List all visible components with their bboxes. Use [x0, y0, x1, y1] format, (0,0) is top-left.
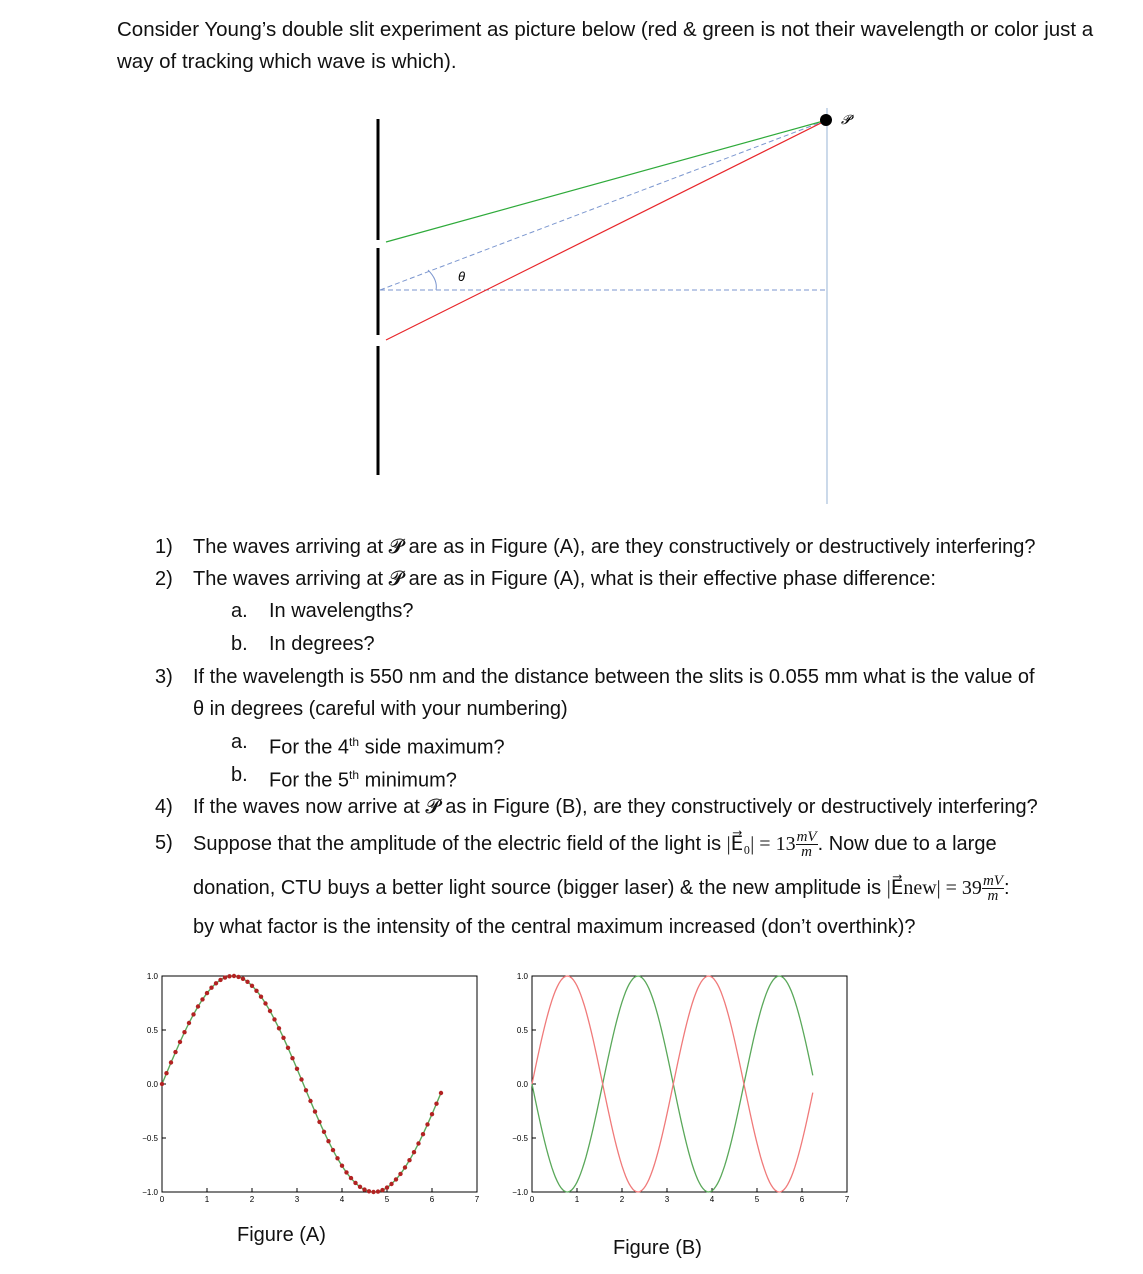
x-tick-label: 4 [709, 1195, 715, 1204]
series-red-dot [160, 1082, 164, 1086]
x-tick-label: 4 [339, 1195, 345, 1204]
series-red-dot [407, 1158, 411, 1162]
x-tick-label: 1 [204, 1195, 210, 1204]
x-tick-label: 7 [844, 1195, 850, 1204]
series-red-dot [376, 1189, 380, 1193]
red-ray [386, 120, 827, 340]
series-red-dot [295, 1067, 299, 1071]
plot-frame [532, 976, 847, 1192]
y-tick-label: −0.5 [512, 1134, 528, 1143]
series-red-dot [416, 1141, 420, 1145]
center-ray [380, 120, 827, 290]
series-red-dot [389, 1182, 393, 1186]
figure-b-caption: Figure (B) [613, 1237, 702, 1259]
series-red-dot [331, 1148, 335, 1152]
series-red-dot [205, 991, 209, 995]
series-red-dot [191, 1012, 195, 1016]
x-tick-label: 7 [474, 1195, 480, 1204]
series-red-dot [439, 1091, 443, 1095]
series-red-dot [272, 1017, 276, 1021]
series-red-dot [344, 1170, 348, 1174]
series-red-dot [268, 1009, 272, 1013]
y-tick-label: 0.0 [146, 1080, 158, 1089]
plot-frame [162, 976, 477, 1192]
series-red-line [532, 976, 813, 1192]
x-tick-label: 5 [384, 1195, 390, 1204]
series-red-dot [340, 1164, 344, 1168]
series-red-dot [232, 974, 236, 978]
figure-a-caption: Figure (A) [237, 1224, 326, 1246]
series-red-dot [398, 1172, 402, 1176]
intro-text: Consider Young’s double slit experiment as picture below (red & green is not their wavelength or color just a way of tracking which wave is which). [117, 18, 1094, 73]
enew-value: |E⃗new| = 39 [886, 876, 982, 899]
angle-label: θ [458, 269, 466, 284]
y-tick-label: 1.0 [146, 972, 158, 981]
series-red-dot [335, 1156, 339, 1160]
series-green-line [532, 976, 813, 1192]
double-slit-diagram [0, 0, 1143, 520]
x-tick-label: 6 [799, 1195, 805, 1204]
series-red-dot [299, 1077, 303, 1081]
series-red-dot [286, 1046, 290, 1050]
series-red-dot [434, 1102, 438, 1106]
point-p [820, 114, 832, 126]
series-red-dot [200, 997, 204, 1001]
green-ray [386, 120, 827, 242]
figure-a-chart [120, 960, 490, 1210]
series-green-line [162, 976, 441, 1192]
y-tick-label: 0.5 [146, 1026, 158, 1035]
series-red-dot [349, 1176, 353, 1180]
series-red-dot [187, 1021, 191, 1025]
series-red-dot [358, 1185, 362, 1189]
y-tick-label: 1.0 [516, 972, 528, 981]
angle-arc [428, 270, 436, 290]
x-tick-label: 1 [574, 1195, 580, 1204]
series-red-dot [281, 1036, 285, 1040]
series-red-dot [367, 1189, 371, 1193]
x-tick-label: 2 [249, 1195, 255, 1204]
series-red-dot [394, 1177, 398, 1181]
x-tick-label: 5 [754, 1195, 760, 1204]
series-red-dot [304, 1088, 308, 1092]
x-tick-label: 6 [429, 1195, 435, 1204]
x-tick-label: 0 [529, 1195, 535, 1204]
series-red-dot [223, 975, 227, 979]
series-red-dot [259, 995, 263, 999]
figure-b-chart [490, 960, 870, 1210]
y-tick-label: −0.5 [142, 1134, 158, 1143]
series-red-dot [254, 989, 258, 993]
series-red-dot [385, 1185, 389, 1189]
series-red-dot [403, 1165, 407, 1169]
y-tick-label: 0.5 [516, 1026, 528, 1035]
series-red-dot [196, 1004, 200, 1008]
series-red-dot [290, 1056, 294, 1060]
series-red-dot [277, 1026, 281, 1030]
series-red-dot [421, 1132, 425, 1136]
series-red-dot [322, 1130, 326, 1134]
y-tick-label: 0.0 [516, 1080, 528, 1089]
y-tick-label: −1.0 [142, 1188, 158, 1197]
series-red-dot [214, 981, 218, 985]
series-red-dot [173, 1050, 177, 1054]
series-red-dot [353, 1181, 357, 1185]
series-red-dot [236, 975, 240, 979]
y-tick-label: −1.0 [512, 1188, 528, 1197]
unit-fraction: $\frac{mV}{m}$ [982, 873, 1003, 904]
series-red-dot [380, 1188, 384, 1192]
series-red-dot [241, 977, 245, 981]
series-red-dot [182, 1030, 186, 1034]
series-red-dot [362, 1187, 366, 1191]
series-red-dot [178, 1040, 182, 1044]
x-tick-label: 3 [664, 1195, 670, 1204]
series-red-dot [326, 1139, 330, 1143]
point-p-label: 𝓟 [841, 112, 851, 127]
series-red-dot [313, 1109, 317, 1113]
series-red-dot [308, 1099, 312, 1103]
series-red-dot [218, 978, 222, 982]
series-red-dot [371, 1190, 375, 1194]
series-red-dot [412, 1150, 416, 1154]
x-tick-label: 0 [159, 1195, 165, 1204]
series-red-dot [245, 980, 249, 984]
series-red-dot [317, 1120, 321, 1124]
series-red-dot [169, 1060, 173, 1064]
series-red-dot [164, 1071, 168, 1075]
unit-fraction: $\frac{mV}{m}$ [796, 829, 817, 860]
series-red-dot [425, 1122, 429, 1126]
x-tick-label: 2 [619, 1195, 625, 1204]
series-red-dot [250, 984, 254, 988]
series-red-dot [209, 986, 213, 990]
series-red-dot [227, 974, 231, 978]
series-red-dot [430, 1112, 434, 1116]
series-red-dot [263, 1001, 267, 1005]
x-tick-label: 3 [294, 1195, 300, 1204]
e0-value: |E⃗₀| = 13 [726, 832, 796, 855]
